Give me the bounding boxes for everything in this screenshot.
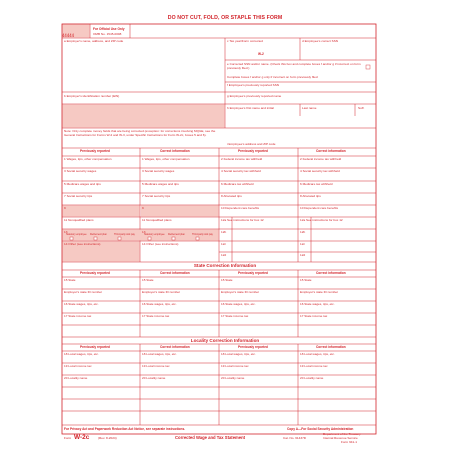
local-cell: 18 Local wages, tips, etc.	[142, 352, 177, 356]
state-cell: 15 State	[300, 278, 312, 282]
box-cell: 12b	[300, 230, 306, 234]
footer-title: Corrected Wage and Tax Statement	[175, 435, 246, 440]
state-col-corr-2: Correct information	[316, 271, 346, 275]
local-cell: 20 Locality name	[142, 376, 166, 380]
box-h-suff: Suff.	[358, 106, 365, 110]
state-cell: 17 State income tax	[64, 314, 92, 318]
box-cell: 4 Social security tax withheld	[300, 169, 340, 173]
box-cell: 5 Medicare wages and tips	[142, 182, 179, 186]
state-cell: 17 State income tax	[221, 314, 249, 318]
box-cell: 10 Dependent care benefits	[300, 206, 339, 210]
box-cell: 7 Social security tips	[64, 194, 93, 198]
state-cell: 15 State	[64, 278, 76, 282]
local-col-corr-1: Correct information	[160, 345, 190, 349]
local-cell: 19 Local income tax	[221, 364, 249, 368]
box-a-label: a Employer's name, address, and ZIP code	[64, 39, 124, 43]
state-cell: Employer's state ID number	[142, 290, 181, 294]
form-header: DO NOT CUT, FOLD, OR STAPLE THIS FORM	[167, 15, 283, 21]
box-cell: 7 Social security tips	[142, 194, 171, 198]
box-h-label: h Employee's first name and initial	[227, 106, 274, 110]
footer-formno: Form 941-1	[341, 440, 357, 444]
state-cell: 17 State income tax	[300, 314, 328, 318]
local-col-prev-1: Previously reported	[80, 345, 110, 349]
footer-rev: (Rev. 8-2024)	[98, 436, 117, 440]
state-col-prev-2: Previously reported	[238, 271, 268, 275]
box-cell: 9	[142, 206, 144, 210]
col-prev-2: Previously reported	[238, 149, 268, 153]
state-cell: Employer's state ID number	[221, 290, 260, 294]
state-cell: Employer's state ID number	[300, 290, 339, 294]
box-b-label: b Employer's identification number (EIN)	[64, 94, 120, 98]
box-cell: 6 Medicare tax withheld	[300, 182, 333, 186]
box-cell: 8 Allocated tips	[221, 194, 242, 198]
footer-form-word: Form	[64, 436, 72, 440]
local-cell: 20 Locality name	[221, 376, 245, 380]
footer-w2c: W-2c	[74, 434, 90, 441]
box-cell: 14 Other (see instructions)	[142, 242, 179, 246]
col-prev-1: Previously reported	[80, 149, 110, 153]
footer-privacy: For Privacy Act and Paperwork Reduction Act Notice, see separate instructions.	[64, 427, 186, 431]
state-cell: 16 State wages, tips, etc.	[300, 302, 335, 306]
state-cell: 16 State wages, tips, etc.	[64, 302, 99, 306]
footer-copy: Copy A—For Social Security Administration	[287, 427, 354, 431]
footer-dept: Department of the Treasury	[323, 432, 361, 436]
local-cell: 18 Local wages, tips, etc.	[300, 352, 335, 356]
official-use-label: For Official Use Only	[93, 27, 125, 31]
footer-cat: Cat. No. 61437D	[283, 436, 307, 440]
box-cell: 14 Other (see instructions)	[64, 242, 101, 246]
box-cell: 2 Federal income tax withheld	[221, 157, 263, 161]
local-col-prev-2: Previously reported	[238, 345, 268, 349]
form-code: 44444	[62, 33, 75, 38]
box-f-label: f Employee's previously reported SSN	[227, 83, 280, 87]
local-cell: 18 Local wages, tips, etc.	[64, 352, 99, 356]
box-cell: 11 Nonqualified plans	[142, 218, 172, 222]
box-h-last: Last name	[302, 106, 317, 110]
box13-sublabel: Retirement plan	[90, 232, 107, 236]
box-cell: 12a See instructions for box 12	[221, 218, 264, 222]
box-e-label: e Corrected SSN and/or name. (Check this box and complete boxes f and/or g if incorrect on form previously filed.)	[227, 62, 361, 70]
box-i-label: i Employee's address and ZIP code	[227, 142, 276, 146]
state-col-corr-1: Correct information	[160, 271, 190, 275]
box-cell: 1 Wages, tips, other compensation	[64, 157, 112, 161]
state-cell: 16 State wages, tips, etc.	[142, 302, 177, 306]
box-g-label: g Employee's previously reported name	[227, 94, 282, 98]
col-corr-2: Correct information	[316, 149, 346, 153]
local-cell: 18 Local wages, tips, etc.	[221, 352, 256, 356]
footer-irs: Internal Revenue Service	[323, 436, 358, 440]
box-cell: 13	[142, 230, 146, 234]
state-cell: 17 State income tax	[142, 314, 170, 318]
col-corr-1: Correct information	[160, 149, 190, 153]
note-text: Note: Only complete money fields that are being corrected (exception: for corrections involving MQGE, see the General Instructions for Forms W-2 and W-3, under Specific Instructions for Form W-2c, boxes 5 and 6).	[64, 129, 216, 137]
box-cell: 12d	[300, 253, 306, 257]
state-cell: Employer's state ID number	[64, 290, 103, 294]
box13-sublabel: Retirement plan	[168, 232, 185, 236]
local-cell: 19 Local income tax	[142, 364, 170, 368]
box-d-label: d Employee's correct SSN	[302, 39, 339, 43]
box-cell: 12b	[221, 230, 227, 234]
box-cell: 12c	[221, 242, 226, 246]
omb-number: OMB No. 1545-0008	[93, 32, 122, 36]
box-cell: 6 Medicare tax withheld	[221, 182, 254, 186]
state-col-prev-1: Previously reported	[80, 271, 110, 275]
box-cell: 4 Social security tax withheld	[221, 169, 261, 173]
box-cell: 1 Wages, tips, other compensation	[142, 157, 190, 161]
state-cell: 16 State wages, tips, etc.	[221, 302, 256, 306]
local-cell: 19 Local income tax	[64, 364, 92, 368]
box-cell: 3 Social security wages	[64, 169, 97, 173]
box-cell: 10 Dependent care benefits	[221, 206, 260, 210]
local-cell: 20 Locality name	[64, 376, 88, 380]
box-cell: 8 Allocated tips	[300, 194, 321, 198]
box13-sublabel: Third-party sick pay	[114, 232, 135, 236]
box-cell: 9	[64, 206, 66, 210]
box-cell: 5 Medicare wages and tips	[64, 182, 101, 186]
w2-label: W-2	[258, 52, 264, 56]
local-cell: 20 Locality name	[300, 376, 324, 380]
state-cell: 15 State	[142, 278, 154, 282]
local-cell: 19 Local income tax	[300, 364, 328, 368]
box-cell: 12d	[221, 253, 227, 257]
box13-sublabel: Statutory employee	[66, 232, 87, 236]
state-title: State Correction Information	[193, 263, 257, 268]
box-cell: 13	[64, 230, 68, 234]
box-c-label: c Tax year/Form corrected	[227, 39, 263, 43]
box-cell: 11 Nonqualified plans	[64, 218, 94, 222]
box13-sublabel: Statutory employee	[144, 232, 165, 236]
box-e-note: Complete boxes f and/or g only if incorrect on form previously filed	[227, 75, 318, 79]
local-col-corr-2: Correct information	[316, 345, 346, 349]
box-cell: 2 Federal income tax withheld	[300, 157, 342, 161]
locality-title: Locality Correction Information	[190, 338, 260, 343]
box-cell: 12c	[300, 242, 305, 246]
state-cell: 15 State	[221, 278, 233, 282]
box-cell: 3 Social security wages	[142, 169, 175, 173]
box-cell: 12a See instructions for box 12	[300, 218, 343, 222]
box13-sublabel: Third-party sick pay	[192, 232, 213, 236]
